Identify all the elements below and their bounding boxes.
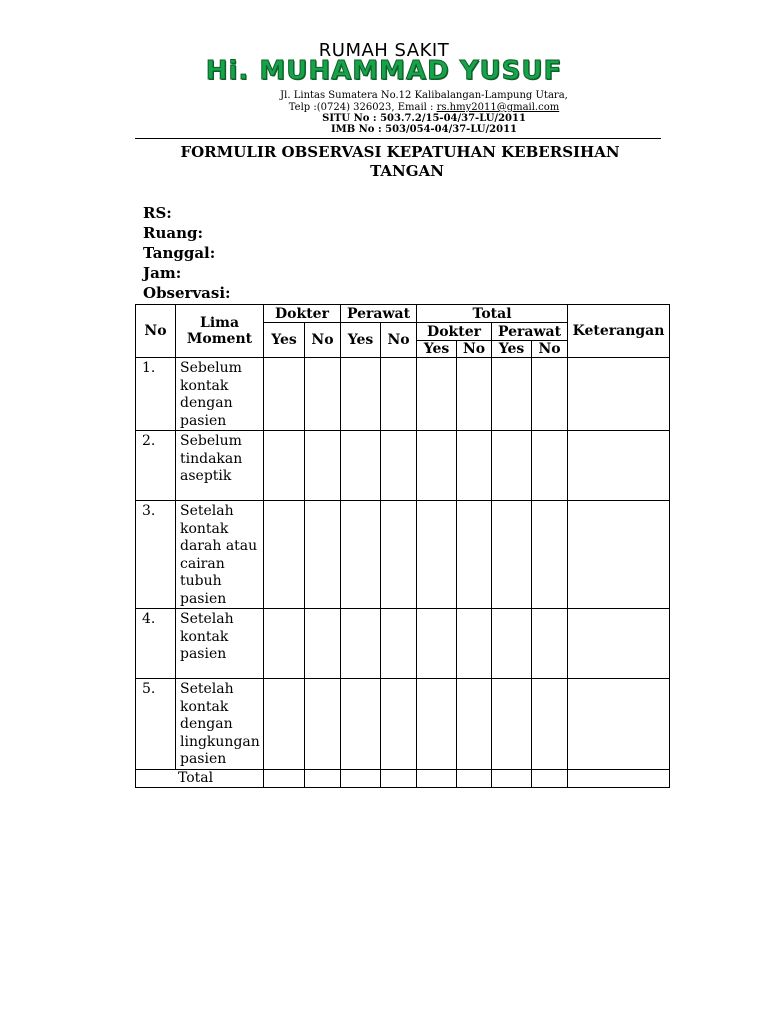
input-cell[interactable] [417, 358, 457, 431]
field-rs[interactable]: RS: [143, 204, 172, 222]
moment-label: Sebelum tindakan aseptik [176, 431, 264, 501]
imb-number: IMB No : 503/054-04/37-LU/2011 [330, 124, 518, 135]
observation-table [135, 304, 670, 788]
field-observasi[interactable]: Observasi: [143, 284, 231, 302]
keterangan-cell[interactable] [568, 431, 670, 501]
input-cell[interactable] [341, 609, 381, 679]
row-number: 4. [136, 609, 176, 679]
input-cell[interactable] [305, 501, 341, 609]
moment-label: Sebelum kontak dengan pasien [176, 358, 264, 431]
input-cell[interactable] [492, 358, 532, 431]
header-lima-moment: Lima Moment [176, 305, 264, 358]
header-no: No [136, 305, 176, 358]
header-total-dokter-no: No [457, 341, 492, 358]
header-total-perawat-yes: Yes [492, 341, 532, 358]
input-cell[interactable] [264, 501, 305, 609]
input-cell[interactable] [341, 679, 381, 770]
moment-label: Setelah kontak pasien [176, 609, 264, 679]
form-title-line2: TANGAN [370, 162, 444, 180]
input-cell[interactable] [341, 358, 381, 431]
form-title-line1: FORMULIR OBSERVASI KEPATUHAN KEBERSIHAN [180, 143, 620, 161]
input-cell[interactable] [532, 679, 568, 770]
header-total-perawat: Perawat [492, 323, 568, 341]
input-cell[interactable] [264, 679, 305, 770]
input-cell[interactable] [381, 679, 417, 770]
hospital-name-logo: Hi. MUHAMMAD YUSUF [205, 56, 563, 86]
header-keterangan: Keterangan [568, 305, 670, 358]
moment-label: Setelah kontak darah atau cairan tubuh pasien [176, 501, 264, 609]
input-cell[interactable] [457, 679, 492, 770]
input-cell[interactable] [264, 431, 305, 501]
input-cell[interactable] [417, 431, 457, 501]
row-number: 5. [136, 679, 176, 770]
input-cell[interactable] [305, 609, 341, 679]
row-number: 2. [136, 431, 176, 501]
input-cell[interactable] [457, 501, 492, 609]
total-cell[interactable] [532, 769, 568, 787]
input-cell[interactable] [381, 358, 417, 431]
header-divider [135, 138, 661, 139]
header-dokter-yes: Yes [264, 323, 305, 358]
input-cell[interactable] [532, 431, 568, 501]
header-total-dokter-yes: Yes [417, 341, 457, 358]
header-perawat-no: No [381, 323, 417, 358]
input-cell[interactable] [492, 609, 532, 679]
total-label: Total [136, 769, 264, 787]
input-cell[interactable] [381, 501, 417, 609]
phone-text: Telp :(0724) 326023, Email : [288, 102, 437, 113]
header-perawat-yes: Yes [341, 323, 381, 358]
total-cell[interactable] [264, 769, 305, 787]
table-row [136, 501, 670, 609]
input-cell[interactable] [532, 609, 568, 679]
total-cell[interactable] [492, 769, 532, 787]
field-tanggal[interactable]: Tanggal: [143, 244, 216, 262]
input-cell[interactable] [341, 501, 381, 609]
header-total: Total [417, 305, 568, 323]
hospital-address: Jl. Lintas Sumatera No.12 Kalibalangan-Lampung Utara, [280, 90, 568, 101]
input-cell[interactable] [457, 609, 492, 679]
input-cell[interactable] [381, 609, 417, 679]
header-perawat: Perawat [341, 305, 417, 323]
total-cell[interactable] [305, 769, 341, 787]
field-jam[interactable]: Jam: [143, 264, 182, 282]
input-cell[interactable] [492, 501, 532, 609]
input-cell[interactable] [457, 358, 492, 431]
hospital-label: RUMAH SAKIT [318, 40, 450, 61]
table-row [136, 358, 670, 431]
table-row [136, 679, 670, 770]
header-total-perawat-no: No [532, 341, 568, 358]
keterangan-cell[interactable] [568, 501, 670, 609]
total-cell[interactable] [381, 769, 417, 787]
input-cell[interactable] [417, 679, 457, 770]
total-cell[interactable] [417, 769, 457, 787]
header-total-dokter: Dokter [417, 323, 492, 341]
table-row [136, 609, 670, 679]
moment-label: Setelah kontak dengan lingkungan pasien [176, 679, 264, 770]
input-cell[interactable] [492, 679, 532, 770]
header-dokter: Dokter [264, 305, 341, 323]
email-link[interactable]: rs.hmy2011@gmail.com [436, 102, 560, 113]
row-number: 1. [136, 358, 176, 431]
input-cell[interactable] [381, 431, 417, 501]
keterangan-cell[interactable] [568, 358, 670, 431]
total-row [136, 769, 670, 787]
input-cell[interactable] [305, 358, 341, 431]
input-cell[interactable] [532, 358, 568, 431]
table-row [136, 431, 670, 501]
keterangan-cell[interactable] [568, 679, 670, 770]
input-cell[interactable] [264, 609, 305, 679]
total-cell[interactable] [341, 769, 381, 787]
row-number: 3. [136, 501, 176, 609]
header-dokter-no: No [305, 323, 341, 358]
field-ruang[interactable]: Ruang: [143, 224, 204, 242]
input-cell[interactable] [417, 501, 457, 609]
input-cell[interactable] [417, 609, 457, 679]
situ-number: SITU No : 503.7.2/15-04/37-LU/2011 [322, 113, 526, 124]
input-cell[interactable] [264, 358, 305, 431]
total-cell[interactable] [457, 769, 492, 787]
input-cell[interactable] [532, 501, 568, 609]
input-cell[interactable] [305, 431, 341, 501]
input-cell[interactable] [305, 679, 341, 770]
input-cell[interactable] [492, 431, 532, 501]
input-cell[interactable] [341, 431, 381, 501]
total-keterangan-cell[interactable] [568, 769, 670, 787]
input-cell[interactable] [457, 431, 492, 501]
keterangan-cell[interactable] [568, 609, 670, 679]
